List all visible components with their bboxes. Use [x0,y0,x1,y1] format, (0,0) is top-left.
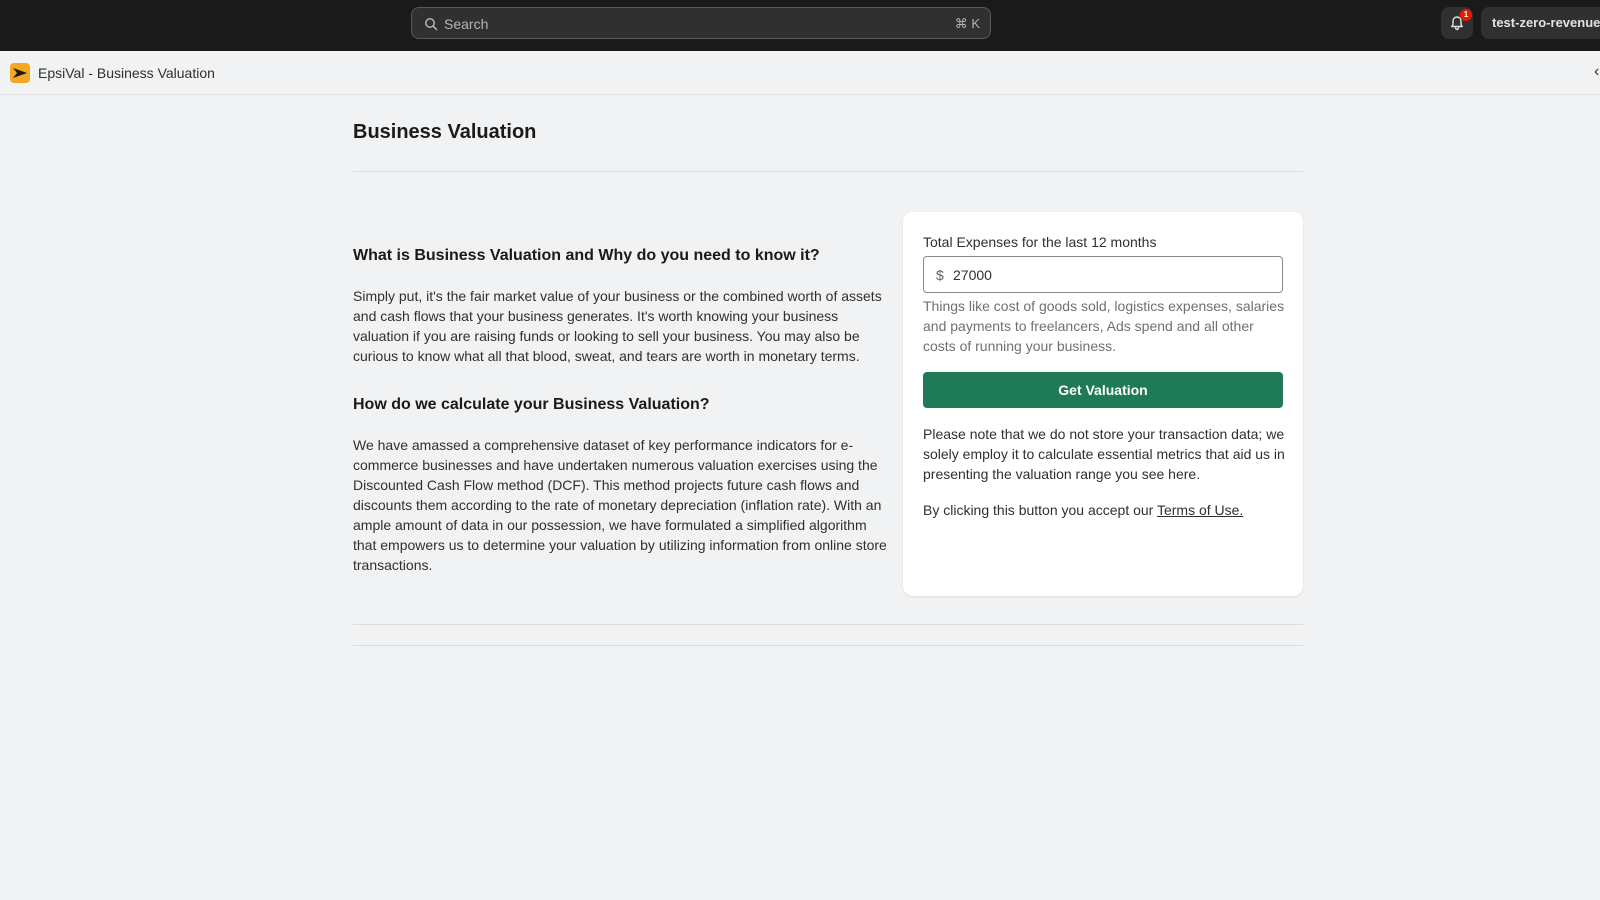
app-menu-icon[interactable]: ‹ [1594,63,1600,80]
section-heading-how: How do we calculate your Business Valuation? [353,396,710,413]
search-shortcut: ⌘ K [954,16,980,31]
divider [353,624,1303,625]
app-header [0,51,1600,95]
expenses-help-text: Things like cost of goods sold, logistics expenses, salaries and payments to freelancers, Ads spend and all other costs of running your business. [923,298,1285,354]
info-section [353,244,888,602]
valuation-form-card [903,212,1303,596]
terms-of-use-link[interactable]: Terms of Use. [1156,502,1244,518]
app-title: EpsiVal - Business Valuation [38,65,215,81]
divider [353,171,1303,172]
expenses-label: Total Expenses for the last 12 months [923,234,1157,250]
terms-prefix: By clicking this button you accept our [923,502,1154,518]
get-valuation-button[interactable]: Get Valuation [923,372,1283,408]
notification-badge: 1 [1460,9,1472,21]
terms-text [923,500,1285,520]
section-heading-what: What is Business Valuation and Why do you need to know it? [353,247,820,264]
expenses-value: 27000 [953,267,992,283]
notifications-button[interactable] [1441,7,1473,39]
search-bar[interactable] [411,7,991,39]
section-body-how: We have amassed a comprehensive dataset of key performance indicators for e-commerce businesses and have undertaken numerous valuation exercises using the Discounted Cash Flow method (DCF). This method projects future cash flows and discounts them according to the rate of monetary depreciation (inflation rate). With an ample amount of data in our possession, we have formulated a simplified algorithm that empowers us to determine your valuation by utilizing information from online store transactions. [353,437,887,573]
currency-prefix: $ [936,267,944,283]
divider [353,645,1303,646]
expenses-input[interactable] [923,256,1283,293]
app-logo-icon [10,63,30,83]
admin-topbar [0,0,1600,51]
search-placeholder: Search [444,16,489,32]
search-icon [424,17,438,31]
page-title: Business Valuation [353,121,537,143]
section-body-what: Simply put, it's the fair market value of your business or the combined worth of assets and cash flows that your business generates. It's worth knowing your business valuation if you are raising funds or looking to sell your business. You may also be curious to know what all that blood, sweat, and tears are worth in monetary terms. [353,288,882,364]
privacy-note: Please note that we do not store your transaction data; we solely employ it to calculate essential metrics that aid us in presenting the valuation range you see here. [923,426,1285,482]
store-menu-button[interactable]: test-zero-revenue [1481,7,1600,39]
